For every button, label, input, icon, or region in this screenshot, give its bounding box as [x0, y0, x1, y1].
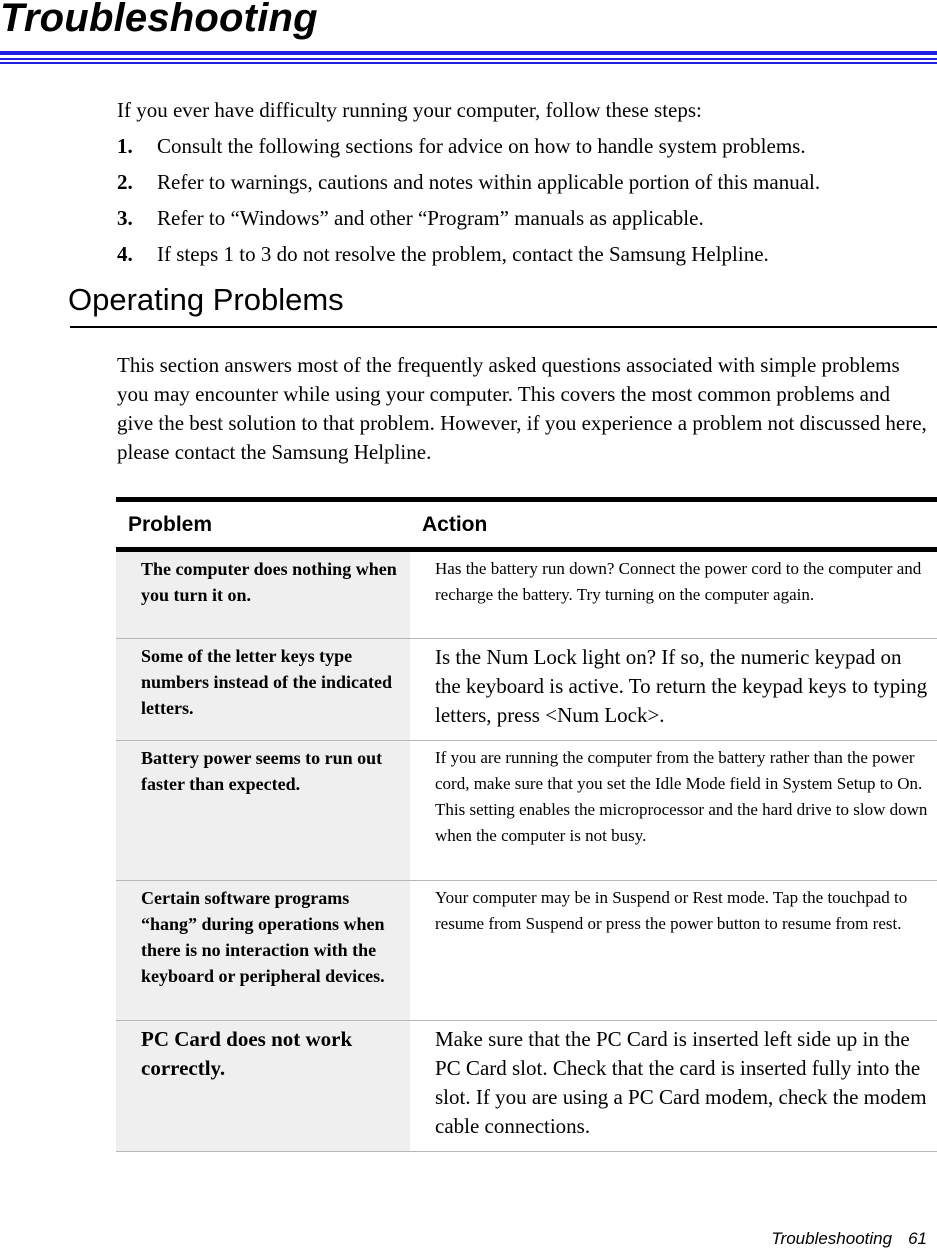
title-rule-thick	[0, 51, 937, 55]
step-text: Refer to warnings, cautions and notes within applicable portion of this manual.	[157, 170, 821, 194]
step-item	[117, 168, 917, 204]
step-item	[117, 132, 917, 168]
header-action: Action	[410, 500, 937, 550]
chapter-title: Troubleshooting	[0, 0, 318, 40]
table-header-row	[116, 500, 937, 550]
table-row	[116, 639, 937, 741]
section-title: Operating Problems	[68, 282, 344, 317]
step-text: Consult the following sections for advice on how to handle system problems.	[157, 134, 806, 158]
section-paragraph: This section answers most of the frequently asked questions associated with simple problems you may encounter while using your computer. This covers the most common problems and give the best solution to that problem. However, if you experience a problem not discussed here, please contact the Samsung Helpline.	[117, 353, 927, 464]
problem-cell: Battery power seems to run out faster than expected.	[116, 741, 410, 881]
step-item	[117, 240, 917, 276]
step-number: 1.	[117, 134, 133, 158]
table-row	[116, 741, 937, 881]
table-row	[116, 550, 937, 639]
step-text: Refer to “Windows” and other “Program” manuals as applicable.	[157, 206, 704, 230]
problem-cell: PC Card does not work correctly.	[116, 1021, 410, 1152]
table-row	[116, 1021, 937, 1152]
title-rule-thin	[0, 58, 937, 60]
intro-text: If you ever have difficulty running your computer, follow these steps:	[117, 98, 702, 122]
action-cell: Is the Num Lock light on? If so, the numeric keypad on the keyboard is active. To return the keypad keys to typing letters, press <Num Lock>.	[410, 639, 937, 741]
problem-cell: Certain software programs “hang” during operations when there is no interaction with the keyboard or peripheral devices.	[116, 881, 410, 1021]
action-cell: Make sure that the PC Card is inserted left side up in the PC Card slot. Check that the card is inserted fully into the slot. If you are using a PC Card modem, check the modem cable connections.	[410, 1021, 937, 1152]
troubleshooting-table	[116, 497, 937, 1152]
title-rule-thin-lower	[0, 62, 937, 64]
action-cell: Your computer may be in Suspend or Rest mode. Tap the touchpad to resume from Suspend or press the power button to resume from rest.	[410, 881, 937, 1021]
problem-cell: The computer does nothing when you turn it on.	[116, 550, 410, 639]
section-rule	[70, 326, 937, 328]
step-text: If steps 1 to 3 do not resolve the problem, contact the Samsung Helpline.	[157, 242, 769, 266]
problem-cell: Some of the letter keys type numbers instead of the indicated letters.	[116, 639, 410, 741]
step-number: 4.	[117, 242, 133, 266]
table-row	[116, 881, 937, 1021]
action-cell: If you are running the computer from the battery rather than the power cord, make sure that you set the Idle Mode field in System Setup to On. This setting enables the microprocessor and the hard drive to slow down when the computer is not busy.	[410, 741, 937, 881]
header-problem: Problem	[116, 500, 410, 550]
step-number: 3.	[117, 206, 133, 230]
steps-list	[117, 132, 917, 276]
step-item	[117, 204, 917, 240]
footer-label: Troubleshooting	[771, 1229, 893, 1248]
page-number: 61	[908, 1229, 927, 1248]
page-footer	[771, 1229, 927, 1249]
step-number: 2.	[117, 170, 133, 194]
action-cell: Has the battery run down? Connect the power cord to the computer and recharge the battery. Try turning on the computer again.	[410, 550, 937, 639]
